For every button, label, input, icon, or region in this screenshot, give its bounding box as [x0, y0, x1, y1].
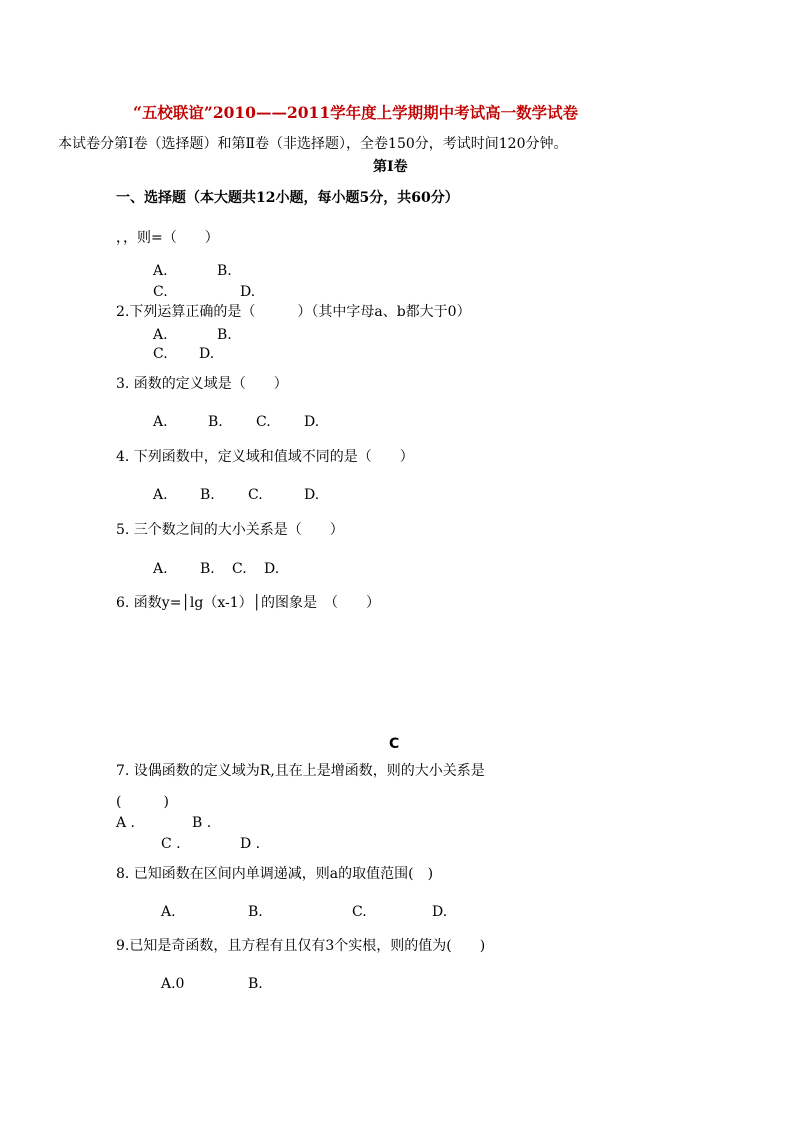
question-7-option-a: A . [116, 815, 136, 831]
question-7-option-c: C . [161, 836, 181, 852]
question-5-option-b: B. [200, 561, 215, 577]
question-8-option-b: B. [248, 904, 263, 920]
question-2-option-c: C. [153, 346, 168, 362]
question-1-option-b: B. [217, 263, 232, 279]
question-6-figure-label: C [389, 736, 400, 752]
question-4-option-b: B. [200, 487, 215, 503]
question-1-stem: ，，则=（ ） [116, 230, 219, 246]
question-8-stem: 8. 已知函数在区间内单调递减，则a的取值范围( ) [116, 866, 434, 882]
question-7-option-d: D . [240, 836, 261, 852]
question-1-option-c: C. [153, 284, 168, 300]
question-9-stem: 9.已知是奇函数，且方程有且仅有3个实根，则的值为( ) [116, 938, 486, 954]
question-3-option-b: B. [208, 414, 223, 430]
exam-intro: 本试卷分第Ⅰ卷（选择题）和第Ⅱ卷（非选择题），全卷150分，考试时间120分钟。 [58, 136, 568, 152]
question-4-stem: 4. 下列函数中，定义域和值域不同的是（ ） [116, 449, 414, 465]
question-3-option-a: A. [153, 414, 168, 430]
question-5-option-d: D. [264, 561, 280, 577]
question-7-answer-paren: ( ) [116, 794, 169, 810]
question-3-option-c: C. [256, 414, 271, 430]
section-heading: 一、选择题（本大题共12小题，每小题5分，共60分） [116, 190, 459, 206]
question-1-option-d: D. [240, 284, 256, 300]
part-title: 第Ⅰ卷 [373, 159, 408, 175]
question-8-option-d: D. [432, 904, 448, 920]
question-6-stem: 6. 函数y=│lg（x-1）│的图象是 （ ） [116, 595, 381, 611]
question-5-option-a: A. [153, 561, 168, 577]
question-2-option-d: D. [199, 346, 215, 362]
question-8-option-a: A. [161, 904, 176, 920]
question-3-stem: 3. 函数的定义域是（ ） [116, 376, 288, 392]
exam-title: “五校联谊”2010——2011学年度上学期期中考试高一数学试卷 [133, 103, 579, 122]
question-1-option-a: A. [153, 263, 168, 279]
question-5-option-c: C. [232, 561, 247, 577]
question-8-option-c: C. [352, 904, 367, 920]
question-9-option-b: B. [248, 976, 263, 992]
question-7-stem: 7. 设偶函数的定义域为R,且在上是增函数，则的大小关系是 [116, 763, 485, 779]
question-5-stem: 5. 三个数之间的大小关系是（ ） [116, 522, 344, 538]
question-7-option-b: B . [192, 815, 212, 831]
question-2-option-b: B. [217, 327, 232, 343]
question-4-option-d: D. [304, 487, 320, 503]
question-4-option-a: A. [153, 487, 168, 503]
question-2-stem: 2.下列运算正确的是（ ）（其中字母a、b都大于0） [116, 304, 471, 320]
question-9-option-a: A.0 [161, 976, 185, 992]
question-3-option-d: D. [304, 414, 320, 430]
question-2-option-a: A. [153, 327, 168, 343]
question-4-option-c: C. [248, 487, 263, 503]
